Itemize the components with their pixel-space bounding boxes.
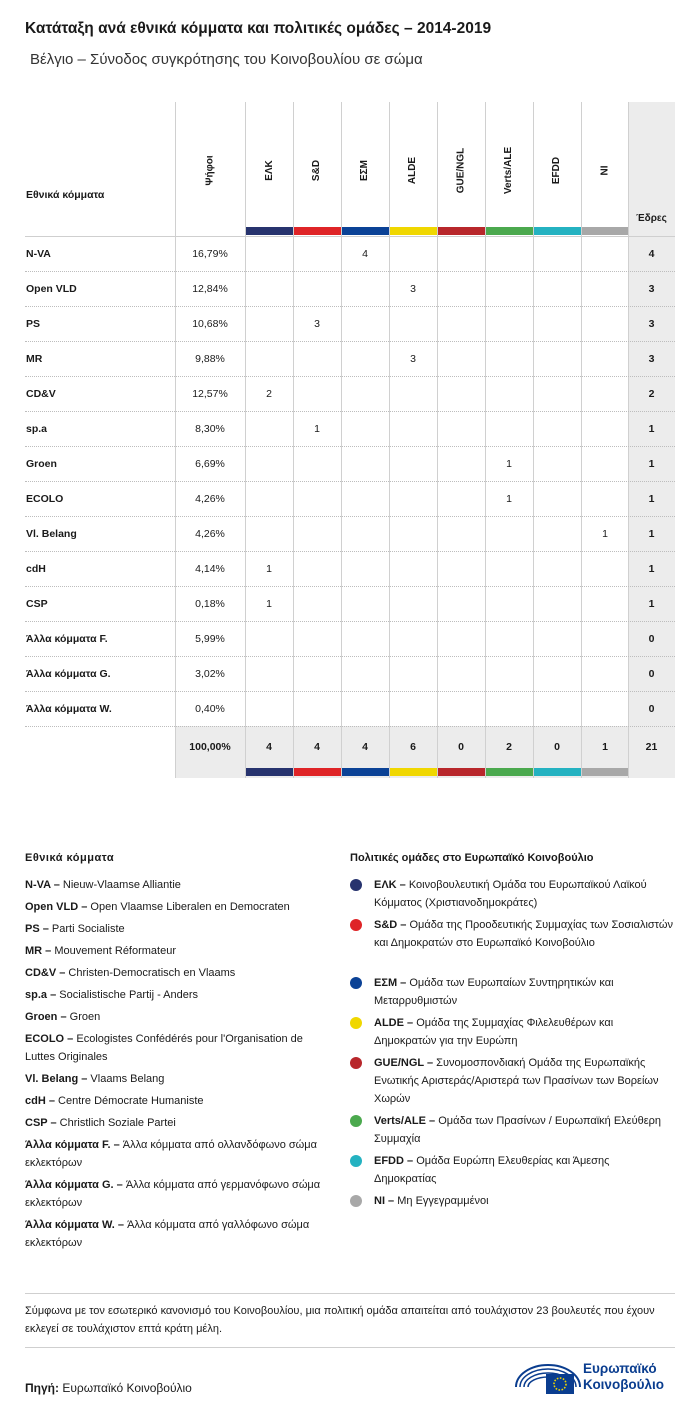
logo-text: [583, 1361, 664, 1393]
source-line: [25, 1381, 192, 1395]
group-color-bar: [245, 227, 293, 235]
legend-abbr: Άλλα κόμματα F. –: [25, 1139, 120, 1151]
total-votes: 100,00%: [189, 741, 231, 753]
legend-abbr: Open VLD –: [25, 901, 88, 913]
party-name: Open VLD: [26, 283, 77, 295]
table-row: [0, 377, 700, 412]
group-legend-item: [374, 1054, 674, 1108]
seat-count: 3: [648, 283, 655, 295]
legend-name: Μη Εγγεγραμμένοι: [397, 1195, 489, 1207]
legend-name: Mouvement Réformateur: [54, 945, 177, 957]
table-row: [0, 342, 700, 377]
national-legend-item: [25, 986, 325, 1004]
legend-name: Christlich Soziale Partei: [59, 1117, 176, 1129]
group-seat-cell: 1: [266, 563, 272, 575]
seat-count: 1: [648, 598, 655, 610]
national-legend-item: [25, 1114, 325, 1132]
group-header-label: GUE/NGL: [455, 147, 467, 193]
legend-name: Ομάδα της Συμμαχίας Φιλελευθέρων και Δημοκρατών για την Ευρώπη: [374, 1017, 614, 1047]
group-color-bar: [581, 227, 629, 235]
legend-abbr: CD&V –: [25, 967, 66, 979]
group-header-label: ΕΣΜ: [359, 159, 371, 181]
national-legend-item: [25, 1070, 325, 1088]
footnote: Σύμφωνα με τον εσωτερικό κανονισμό του Κοινοβουλίου, μια πολιτική ομάδα απαιτείται από τουλάχιστον 23 βουλευτές που έχουν εκλεγεί σε τουλάχιστον επτά κράτη μέλη.: [25, 1305, 655, 1335]
group-header-label: ALDE: [407, 156, 419, 184]
legend-name: Άλλα κόμματα από ολλανδόφωνο σώμα εκλεκτόρων: [25, 1139, 317, 1169]
group-header: [389, 125, 437, 215]
group-color-dot: [350, 1195, 362, 1207]
legend-abbr: Άλλα κόμματα W. –: [25, 1219, 124, 1231]
national-legend-item: [25, 942, 325, 960]
group-header-label: S&D: [311, 159, 323, 181]
table-row: [0, 272, 700, 307]
legend-name: Socialistische Partij - Anders: [59, 989, 199, 1001]
legend-abbr: MR –: [25, 945, 52, 957]
group-color-bar: [341, 227, 389, 235]
seat-count: 1: [648, 493, 655, 505]
legend-name: Vlaams Belang: [90, 1073, 165, 1085]
table-row: [0, 517, 700, 552]
group-seat-cell: 1: [266, 598, 272, 610]
table-row: [0, 307, 700, 342]
table-row: [0, 237, 700, 272]
vote-share: 4,14%: [195, 563, 225, 575]
group-header-label: EFDD: [551, 156, 563, 184]
table-row: [0, 552, 700, 587]
legend-name: Ομάδα των Πρασίνων / Ευρωπαϊκή Ελεύθερη Συμμαχία: [374, 1115, 661, 1145]
party-name: MR: [26, 353, 43, 365]
group-seat-cell: 3: [410, 353, 416, 365]
table-row: [0, 482, 700, 517]
legend-abbr: GUE/NGL –: [374, 1057, 434, 1069]
legend-abbr: ECOLO –: [25, 1033, 74, 1045]
group-color-bar: [293, 227, 341, 235]
legend-abbr: ΕΣΜ –: [374, 977, 407, 989]
group-seat-cell: 3: [410, 283, 416, 295]
legend-abbr: ΕΛΚ –: [374, 879, 406, 891]
vote-share: 4,26%: [195, 493, 225, 505]
group-legend-item: [374, 1112, 674, 1148]
party-name: Άλλα κόμματα F.: [26, 633, 108, 645]
legend-name: Συνομοσπονδιακή Ομάδα της Ευρωπαϊκής Ενωτικής Αριστεράς/Αριστερά των Πρασίνων των Βορείων Χωρών: [374, 1057, 659, 1105]
group-color-bar: [485, 227, 533, 235]
legend-name: Parti Socialiste: [51, 923, 125, 935]
seat-count: 1: [648, 528, 655, 540]
national-legend-item: [25, 1176, 325, 1212]
group-color-bar: [389, 227, 437, 235]
divider: [25, 1347, 675, 1348]
legend-abbr: Άλλα κόμματα G. –: [25, 1179, 123, 1191]
seat-count: 0: [648, 668, 655, 680]
group-seat-cell: 1: [506, 458, 512, 470]
group-header: [485, 125, 533, 215]
party-name: Άλλα κόμματα W.: [26, 703, 112, 715]
group-header: [581, 125, 629, 215]
legend-abbr: NI –: [374, 1195, 395, 1207]
vote-share: 4,26%: [195, 528, 225, 540]
national-legend-item: [25, 876, 325, 894]
seat-count: 1: [648, 458, 655, 470]
vote-share: 12,84%: [192, 283, 228, 295]
national-parties-legend-title: Εθνικά κόμματα: [25, 852, 115, 864]
group-total: 6: [410, 741, 416, 753]
seat-count: 2: [648, 388, 655, 400]
group-legend-item: [374, 916, 674, 952]
group-color-bar: [437, 227, 485, 235]
group-color-bar: [341, 768, 389, 776]
group-total: 0: [554, 741, 560, 753]
party-name: Άλλα κόμματα G.: [26, 668, 111, 680]
legend-name: Άλλα κόμματα από γερμανόφωνο σώμα εκλεκτόρων: [25, 1179, 321, 1209]
group-color-bar: [293, 768, 341, 776]
table-row: [0, 622, 700, 657]
legend-abbr: ALDE –: [374, 1017, 414, 1029]
group-color-bar: [245, 768, 293, 776]
national-legend-item: [25, 964, 325, 982]
group-total: 0: [458, 741, 464, 753]
table-row: [0, 412, 700, 447]
group-seat-cell: 3: [314, 318, 320, 330]
group-total: 4: [362, 741, 368, 753]
seat-count: 4: [648, 248, 655, 260]
source-label: Πηγή:: [25, 1381, 59, 1395]
page-title: Κατάταξη ανά εθνικά κόμματα και πολιτικές ομάδες – 2014-2019: [25, 20, 492, 37]
group-seat-cell: 1: [314, 423, 320, 435]
source-value: Ευρωπαϊκό Κοινοβούλιο: [62, 1381, 192, 1395]
group-header-label: Verts/ALE: [503, 146, 515, 194]
group-total: 1: [602, 741, 608, 753]
group-color-bar: [533, 768, 581, 776]
group-legend-item: [374, 974, 674, 1010]
logo-line1: Ευρωπαϊκό: [583, 1361, 657, 1376]
legend-abbr: Groen –: [25, 1011, 67, 1023]
national-legend-item: [25, 1136, 325, 1172]
group-header: [245, 125, 293, 215]
party-name: N-VA: [26, 248, 51, 260]
row-divider: [25, 726, 675, 727]
seats-header: Έδρες: [636, 213, 667, 224]
group-color-bar: [437, 768, 485, 776]
table-row: [0, 447, 700, 482]
group-legend-item: [374, 1014, 674, 1050]
legend-name: Κοινοβουλευτική Ομάδα του Ευρωπαϊκού Λαϊκού Κόμματος (Χριστιανοδημοκράτες): [374, 879, 647, 909]
party-name: Groen: [26, 458, 57, 470]
seat-count: 1: [648, 563, 655, 575]
group-header: [293, 125, 341, 215]
party-name: CD&V: [26, 388, 56, 400]
vote-share: 0,18%: [195, 598, 225, 610]
legend-name: Nieuw-Vlaamse Alliantie: [62, 879, 181, 891]
legend-abbr: EFDD –: [374, 1155, 414, 1167]
national-parties-header: Εθνικά κόμματα: [26, 189, 105, 201]
legend-abbr: cdH –: [25, 1095, 55, 1107]
national-legend-item: [25, 1092, 325, 1110]
divider: [25, 1293, 675, 1294]
group-color-bar: [389, 768, 437, 776]
national-legend-item: [25, 1216, 325, 1252]
group-color-bar: [533, 227, 581, 235]
vote-share: 8,30%: [195, 423, 225, 435]
national-legend-item: [25, 898, 325, 916]
group-color-dot: [350, 977, 362, 989]
legend-name: Christen-Democratisch en Vlaams: [68, 967, 236, 979]
vote-share: 9,88%: [195, 353, 225, 365]
vote-share: 12,57%: [192, 388, 228, 400]
legend-name: Ecologistes Confédérés pour l'Organisation de Luttes Originales: [25, 1033, 303, 1063]
table-row: [0, 587, 700, 622]
group-color-dot: [350, 879, 362, 891]
groups-legend-title: Πολιτικές ομάδες στο Ευρωπαϊκό Κοινοβούλιο: [350, 852, 594, 864]
legend-abbr: N-VA –: [25, 879, 60, 891]
group-color-bar: [581, 768, 629, 776]
legend-abbr: S&D –: [374, 919, 407, 931]
page-subtitle: Βέλγιο – Σύνοδος συγκρότησης του Κοινοβουλίου σε σώμα: [30, 51, 423, 68]
vote-share: 6,69%: [195, 458, 225, 470]
legend-abbr: sp.a –: [25, 989, 57, 1001]
legend-name: Ομάδα της Προοδευτικής Συμμαχίας των Σοσιαλιστών και Δημοκρατών στο Ευρωπαϊκό Κοινοβούλιο: [374, 919, 673, 949]
vote-share: 16,79%: [192, 248, 228, 260]
party-name: cdH: [26, 563, 46, 575]
legend-abbr: CSP –: [25, 1117, 57, 1129]
group-header: [533, 125, 581, 215]
group-seat-cell: 4: [362, 248, 368, 260]
seat-count: 0: [648, 633, 655, 645]
seat-count: 3: [648, 318, 655, 330]
group-color-dot: [350, 1057, 362, 1069]
legend-name: Ομάδα των Ευρωπαίων Συντηρητικών και Μεταρρυθμιστών: [374, 977, 614, 1007]
group-header-label: NI: [599, 165, 611, 175]
party-name: sp.a: [26, 423, 48, 435]
group-legend-item: [374, 1192, 674, 1210]
vote-share: 3,02%: [195, 668, 225, 680]
legend-name: Groen: [69, 1011, 101, 1023]
logo-line2: Κοινοβούλιο: [583, 1377, 665, 1392]
national-legend-item: [25, 920, 325, 938]
legend-name: Centre Démocrate Humaniste: [58, 1095, 204, 1107]
party-name: PS: [26, 318, 41, 330]
national-legend-item: [25, 1030, 325, 1066]
legend-abbr: PS –: [25, 923, 49, 935]
legend-abbr: Vl. Belang –: [25, 1073, 88, 1085]
legend-name: Ομάδα Ευρώπη Ελευθερίας και Άμεσης Δημοκρατίας: [374, 1155, 610, 1185]
legend-name: Open Vlaamse Liberalen en Democraten: [90, 901, 290, 913]
group-color-bar: [485, 768, 533, 776]
group-color-dot: [350, 1017, 362, 1029]
party-name: ECOLO: [26, 493, 64, 505]
group-seat-cell: 2: [266, 388, 272, 400]
table-row: [0, 657, 700, 692]
total-seats: 21: [645, 741, 658, 753]
group-header: [437, 125, 485, 215]
group-color-dot: [350, 919, 362, 931]
seat-count: 1: [648, 423, 655, 435]
group-header: [341, 125, 389, 215]
group-total: 4: [266, 741, 272, 753]
vote-share: 5,99%: [195, 633, 225, 645]
table-row: [0, 692, 700, 727]
party-name: CSP: [26, 598, 48, 610]
vote-share: 0,40%: [195, 703, 225, 715]
group-legend-item: [374, 1152, 674, 1188]
group-header-label: ΕΛΚ: [263, 159, 275, 181]
group-total: 4: [314, 741, 320, 753]
vote-share: 10,68%: [192, 318, 228, 330]
votes-header: Ψήφοι: [204, 154, 216, 186]
group-color-dot: [350, 1155, 362, 1167]
legend-abbr: Verts/ALE –: [374, 1115, 436, 1127]
group-seat-cell: 1: [506, 493, 512, 505]
party-name: Vl. Belang: [26, 528, 77, 540]
group-legend-item: [374, 876, 674, 912]
seat-count: 0: [648, 703, 655, 715]
legend-name: Άλλα κόμματα από γαλλόφωνο σώμα εκλεκτόρων: [25, 1219, 310, 1249]
seat-count: 3: [648, 353, 655, 365]
national-legend-item: [25, 1008, 325, 1026]
group-total: 2: [506, 741, 512, 753]
group-seat-cell: 1: [602, 528, 608, 540]
group-color-dot: [350, 1115, 362, 1127]
